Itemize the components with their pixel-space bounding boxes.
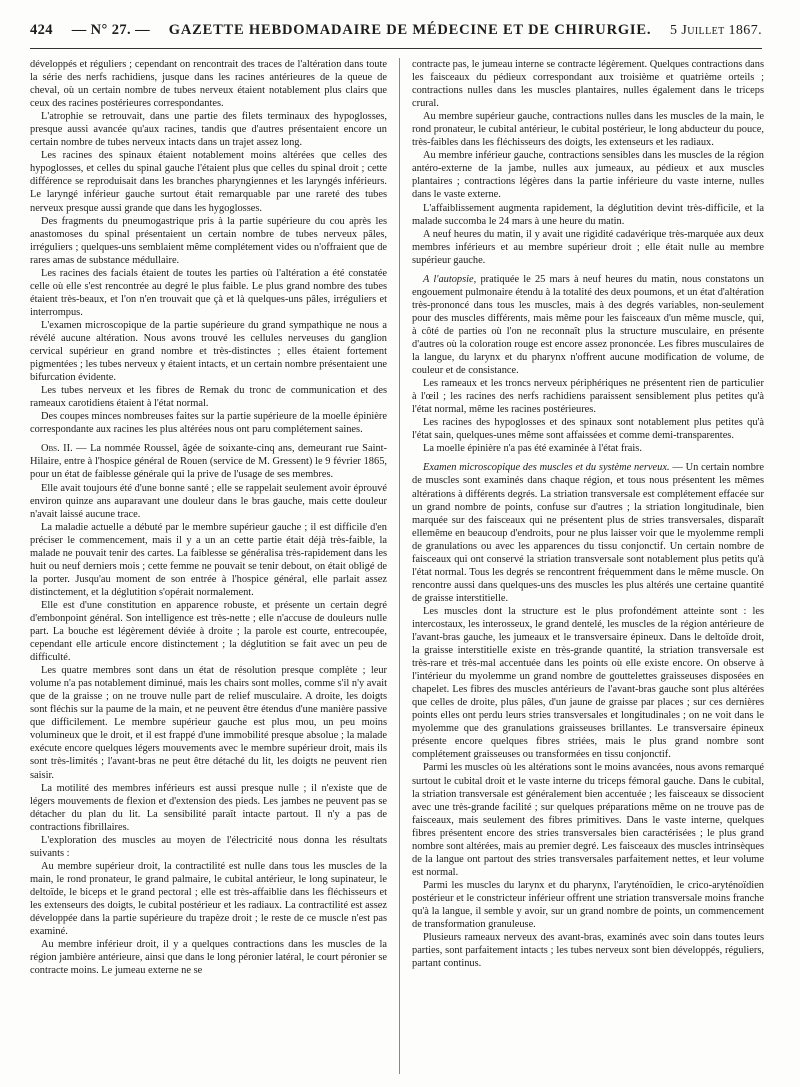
paragraph: Les racines des hypoglosses et des spinaux sont notablement plus petites qu'à l'état sain, quelques-unes même sont affaissées et comme demi-transparentes. xyxy=(412,417,764,442)
paragraph: La maladie actuelle a débuté par le membre supérieur gauche ; il est difficile d'en préciser le commencement, mais il y a un an cette partie était déjà très-faible, la malade ne pouvait tenir des cartes. La faiblesse se généralisa très-rapidement dans les huit ou neuf derniers mois ; cette femme ne pouvait se tenir debout, on était obligé de la porter. Jusqu'au moment de son entrée à l'hospice général, elle parlait assez distinctement, et la déglutition s'opérait normalement. xyxy=(30,521,387,598)
paragraph: Des fragments du pneumogastrique pris à la partie supérieure du cou après les anastomoses du spinal présentaient un certain nombre de tubes nerveux pâles, irréguliers ; quelques-uns semblaient même complétement vides ou n'offraient que de rares amas de substance médullaire. xyxy=(30,215,387,266)
paragraph: développés et réguliers ; cependant on rencontrait des traces de l'altération dans toute la série des nerfs rachidiens, jusque dans les racines antérieures de la queue de cheval, où un certain nombre de tubes nerveux étaient notablement plus clairs que ceux des racines postérieures correspondantes. xyxy=(30,59,387,110)
paragraph: contracte pas, le jumeau interne se contracte légèrement. Quelques contractions dans les faisceaux du pédieux correspondant aux troisième et quatrième orteils ; contractions nulles dans les muscles plantaires, nulles également dans le triceps crural. xyxy=(412,59,764,110)
observation-text: — La nommée Roussel, âgée de soixante-cinq ans, demeurant rue Saint-Hilaire, entre à l'hospice général de Rouen (service de M. Gressent) le 9 février 1865, pour un état de faiblesse générale qui la prive de l'usage de ses membres. xyxy=(30,443,387,481)
issue-date-month: Juillet xyxy=(681,23,725,38)
paragraph: Au membre inférieur droit, il y a quelques contractions dans les muscles de la région jambière antérieure, ainsi que dans le long péronier latéral, le court péronier se contracte moins. Le jumeau externe ne se xyxy=(30,939,387,977)
paragraph: La motilité des membres inférieurs est aussi presque nulle ; il n'existe que de légers mouvements de flexion et d'extension des pieds. Les jambes ne peuvent pas se détacher du plan du lit. La sensibilité paraît intacte partout. Il n'y a pas de contractions fibrillaires. xyxy=(30,782,387,833)
paragraph: Au membre supérieur gauche, contractions nulles dans les muscles de la main, le rond pronateur, le cubital antérieur, le cubital postérieur, le long abducteur du pouce, très-faibles dans les fléchisseurs des doigts, les extenseurs et les radiaux. xyxy=(412,111,764,149)
observation-label: Obs. II. xyxy=(41,443,73,455)
left-column xyxy=(30,58,387,1080)
paragraph: L'atrophie se retrouvait, dans une partie des filets terminaux des hypoglosses, presque aussi avancée qu'aux racines, tandis que d'autres présentaient encore un certain nombre de tubes nerveux intacts dans un trajet assez long. xyxy=(30,111,387,149)
observation-paragraph xyxy=(30,442,387,481)
running-header xyxy=(30,22,762,46)
microscopy-heading: Examen microscopique des muscles et du système nerveux. xyxy=(423,462,670,474)
paragraph: La moelle épinière n'a pas été examinée à l'état frais. xyxy=(423,443,642,455)
column-divider xyxy=(399,58,400,1074)
paragraph: L'examen microscopique de la partie supérieure du grand sympathique ne nous a révélé aucune altération. Nous avons trouvé les cellules nerveuses du ganglion cervical supérieur en grand nombre et très-distinctes ; elles étaient fortement pigmentées ; les tubes nerveux y étaient intacts, et un certain nombre présentaient une bifurcation évidente. xyxy=(30,319,387,384)
journal-title: GAZETTE HEBDOMADAIRE DE MÉDECINE ET DE CHIRURGIE. xyxy=(168,22,652,38)
page-number: 424 xyxy=(30,22,53,38)
paragraph: Plusieurs rameaux nerveux des avant-bras, examinés avec soin dans toutes leurs parties, sont parfaitement intacts ; les tubes nerveux sont bien développés, réguliers, partant continus. xyxy=(412,932,764,970)
paragraph: A neuf heures du matin, il y avait une rigidité cadavérique très-marquée aux deux membres inférieurs et au membre supérieur droit ; elle était nulle au membre supérieur gauche. xyxy=(412,228,764,266)
paragraph: Les quatre membres sont dans un état de résolution presque complète ; leur volume n'a pas notablement diminué, mais les chairs sont molles, comme s'il n'y avait que de la graisse ; on ne trouve nulle part de relief musculaire. A droite, les doigts sont fléchis sur la paume de la main, et ne peuvent être étendus d'une manière passive que difficilement. Le membre supérieur gauche est plus mou, un peu moins volumineux que le droit, et il est frappé d'une immobilité presque absolue ; la malade exécute encore quelques légers mouvements avec le membre supérieur droit, mais ils sont très-limités ; l'avant-bras ne peut être détaché du lit, les doigts ne peuvent rien saisir. xyxy=(30,665,387,781)
paragraph: Elle avait toujours été d'une bonne santé ; elle se rappelait seulement avoir éprouvé environ quinze ans auparavant une douleur dans le bras gauche, mais cette douleur n'avait laissé aucune trace. xyxy=(30,482,387,520)
microscopy-text: — Un certain nombre de muscles sont examinés dans chaque région, et tous nous présentent les mêmes altérations à différents degrés. La striation transversale est complétement effacée sur un grand nombre de points, confuse sur d'autres ; la striation longitudinale, bien marquée sur des faisceaux qui ne présentent plus de stries transversales, disparaît ellemême en beaucoup d'endroits, pour ne plus laisser voir que le myolemme rempli de granulations ou avec les apparences du tissu conjonctif. Un certain nombre de faisceaux qui ont conservé la striation transversale sont notablement plus petits qu'à l'état normal. Tous les degrés se rencontrent fréquemment dans le même muscle. On rencontre aussi dans quelques-uns des muscles les plus altérés une certaine quantité de graisse interstitielle. xyxy=(412,462,764,604)
paragraph: Au membre inférieur gauche, contractions sensibles dans les muscles de la région antéro-externe de la jambe, nulles aux jumeaux, au pédieux et aux muscles plantaires ; contractions légères dans la partie inférieure du vaste interne, nulles dans le vaste externe. xyxy=(412,150,764,201)
paragraph: Elle est d'une constitution en apparence robuste, et présente un certain degré d'embonpoint général. Son intelligence est très-nette ; elle n'accuse de douleurs nulle part. La bouche est légèrement déviée à droite ; la parole est courte, entrecoupée, cependant elle articule encore distinctement ; la déglutition se fait avec un peu de difficulté. xyxy=(30,599,387,664)
autopsy-heading: A l'autopsie, xyxy=(423,273,477,285)
autopsy-text: pratiquée le 25 mars à neuf heures du matin, nous constatons un engouement pulmonaire étendu à la totalité des deux poumons, et un état d'altération très-prononcé dans tous les muscles, mais à des degrés variables, non-seulement pour des muscles différents, mais même pour les faisceaux d'un même muscle, qui, à côté de parties où l'on ne reconnaît plus la structure musculaire, en présente d'autres où la coloration rouge est encore assez prononcée. Les fibres musculaires de la langue, du larynx et du pharynx n'offrent aucune modification de volume, de couleur et de consistance. xyxy=(412,273,764,377)
right-column xyxy=(412,58,764,1080)
paragraph: Les rameaux et les troncs nerveux périphériques ne présentent rien de particulier à l'œil ; les racines des nerfs rachidiens paraissent sensiblement plus petites qu'à l'état normal, même les racines postérieures. xyxy=(412,378,764,416)
paragraph: Des coupes minces nombreuses faites sur la partie supérieure de la moelle épinière correspondante aux racines les plus altérées nous ont paru complétement saines. xyxy=(30,411,387,436)
issue-date-day: 5 xyxy=(670,23,678,38)
paragraph: Parmi les muscles du larynx et du pharynx, l'aryténoïdien, le crico-aryténoïdien postérieur et le constricteur inférieur offrent une striation transversale moins franche qu'à la langue, il semble y avoir, sur un grand nombre de points, un commencement de transformation granuleuse. xyxy=(412,879,764,931)
issue-number: — N° 27. — xyxy=(71,22,151,38)
paragraph: L'affaiblissement augmenta rapidement, la déglutition devint très-difficile, et la malade succomba le 24 mars à une heure du matin. xyxy=(412,202,764,227)
paragraph: Les racines des spinaux étaient notablement moins altérées que celles des hypoglosses, et celles du spinal gauche l'étaient plus que celles du spinal droit ; cette différence se reproduisait dans les branches pharyngiennes et les laryngés inférieurs. Le laryngé inférieur gauche surtout était remarquable par une rareté des tubes nerveux presque aussi grande que dans les hygoglosses. xyxy=(30,150,387,214)
header-rule xyxy=(30,48,762,49)
paragraph: Les muscles dont la structure est le plus profondément atteinte sont : les intercostaux, les interosseux, le grand dentelé, les muscles de la région antérieure de l'avant-bras gauche, les jumeaux et le transversaire épineux. Dans le deltoïde droit, la graisse interstitielle existe en très-grande quantité, la striation transversale est très-rare et très-mal accentuée dans les points où elle existe encore. On observe à l'intérieur du myolemme un grand nombre de gouttelettes graisseuses disposées en chapelet. Les fibres des muscles antérieurs de l'avant-bras gauche sont plus altérées que celles de droite, plus pâles, d'un jaune de graisse par places ; sur ces dernières points elles ont perdu leurs stries transversales et longitudinales ; on ne voit dans le myolemme que des granulations graisseuses brillantes. Le transversaire épineux présente encore quelques fibres striées, mais le plus grand nombre sont complétement graisseuses ou transformées en tissu conjonctif. xyxy=(412,605,764,761)
paragraph: Parmi les muscles où les altérations sont le moins avancées, nous avons remarqué surtout le cubital droit et le vaste interne du triceps fémoral gauche. Dans le cubital, la striation transversale est généralement bien accentuée ; les faisceaux se dissocient avec une très-grande facilité ; sur quelques préparations même on ne trouve pas de faisceaux, mais seulement des fibres primitives. Dans le vaste interne, quelques fibres présentent encore des stries transversales bien caractérisées ; le plus grand nombre sont altérées, mais au premier degré. Les faisceaux des muscles intrinsèques de la langue ont partout des stries transversales parfaitement nettes, et leur volume est normal. xyxy=(412,762,764,878)
microscopy-paragraph xyxy=(412,461,764,605)
autopsy-paragraph xyxy=(412,273,764,377)
paragraph: Les tubes nerveux et les fibres de Remak du tronc de communication et des rameaux carotidiens étaient à l'état normal. xyxy=(30,385,387,410)
issue-date xyxy=(670,23,762,39)
paragraph: Les racines des facials étaient de toutes les parties où l'altération a été constatée celle où elle s'est rencontrée au degré le plus faible. Le plus grand nombre des tubes étaient très-beaux, et l'on n'en trouvait que çà et là quelques-uns pâles, irréguliers et interrompus. xyxy=(30,267,387,318)
paragraph: Au membre supérieur droit, la contractilité est nulle dans tous les muscles de la main, le rond pronateur, le grand palmaire, le cubital antérieur, le long supinateur, le deltoïde, le biceps et le grand pectoral ; elle est très-affaiblie dans les fléchisseurs et les extenseurs des doigts, le cubital postérieur et les radiaux. La contractilité est assez développée dans la partie supérieure du trapèze droit ; le reste de ce muscle n'est pas examiné. xyxy=(30,860,387,938)
issue-date-year: 1867. xyxy=(728,23,762,38)
paragraph: L'exploration des muscles au moyen de l'électricité nous donna les résultats suivants : xyxy=(30,834,387,859)
